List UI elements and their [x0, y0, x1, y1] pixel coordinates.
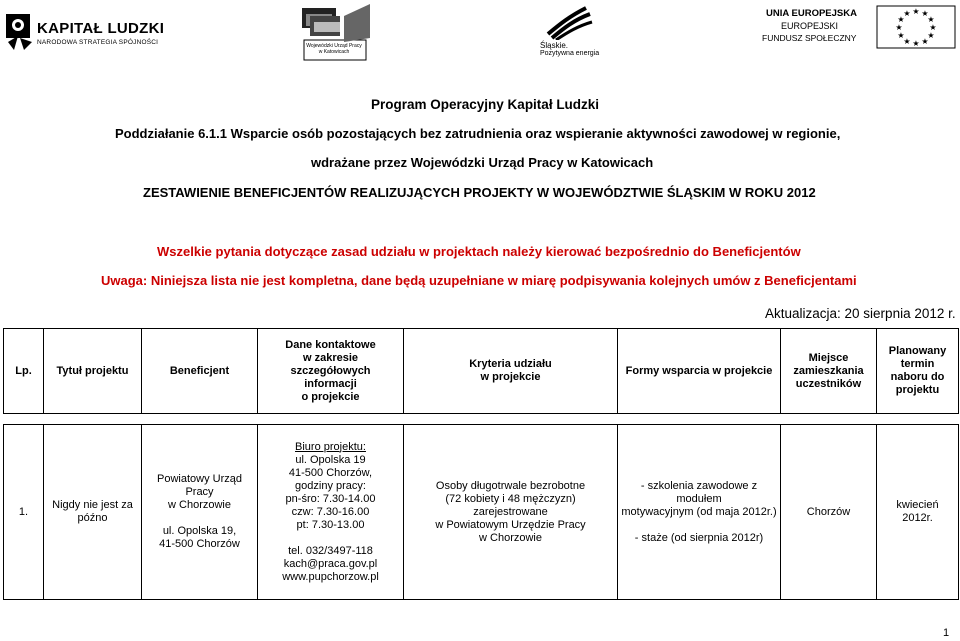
svg-text:★: ★ — [921, 9, 929, 18]
ue-line-2: EUROPEJSKI — [781, 21, 839, 31]
slaskie-emblem-icon — [530, 4, 610, 40]
cell-beneficjent-line: 41-500 Chorzów — [159, 538, 240, 550]
ue-line-1: UNIA EUROPEJSKA — [766, 8, 857, 19]
cell-miejsce: Chorzów — [781, 425, 877, 600]
kapital-ludzki-subtitle: NARODOWA STRATEGIA SPÓJNOŚCI — [37, 39, 159, 46]
cell-termin-line: kwiecień — [896, 499, 939, 511]
header-formy: Formy wsparcia w projekcie — [618, 329, 781, 414]
kapital-ludzki-emblem-icon — [4, 12, 34, 52]
svg-text:★: ★ — [912, 7, 920, 16]
header-tytul: Tytuł projektu — [44, 329, 142, 414]
cell-termin-line: 2012r. — [902, 512, 933, 524]
cell-kontakt-website[interactable]: www.pupchorzow.pl — [282, 570, 379, 583]
slaskie-tagline: Pozytywna energia — [540, 50, 600, 57]
header-termin-line: termin — [900, 358, 935, 370]
header-dane-line: szczegółowych — [290, 364, 371, 377]
cell-beneficjent-line: ul. Opolska 19, — [162, 525, 237, 537]
cell-lp: 1. — [4, 425, 44, 600]
eu-flag-icon — [876, 5, 956, 49]
cell-formy-line: - szkolenia zawodowe z modułem — [640, 479, 758, 505]
cell-kontakt-phone: tel. 032/3497-118 — [288, 544, 373, 557]
cell-kontakt-title: Biuro projektu: — [295, 440, 366, 453]
cell-beneficjent — [142, 425, 258, 600]
cell-kryteria-line: (72 kobiety i 48 mężczyzn) — [445, 492, 576, 505]
table-header-row — [4, 329, 959, 414]
svg-text:★: ★ — [895, 23, 903, 32]
table-row — [4, 425, 959, 600]
header-dane-line: w zakresie — [302, 351, 359, 364]
cell-kryteria-line: Osoby długotrwale bezrobotne — [435, 479, 586, 492]
cell-kryteria-line: w Powiatowym Urzędzie Pracy — [435, 518, 586, 531]
beneficiaries-table — [3, 328, 959, 600]
cell-beneficjent-line: Powiatowy Urząd — [157, 473, 242, 485]
svg-text:★: ★ — [912, 39, 920, 48]
program-title: Program Operacyjny Kapitał Ludzki — [371, 97, 600, 112]
header-kryteria-line: Kryteria udziału — [469, 358, 552, 370]
page-number: 1 — [943, 627, 950, 639]
header-dane-line: informacji — [304, 377, 357, 390]
header-kryteria-line: w projekcie — [480, 371, 541, 383]
header-dane-kontaktowe — [258, 329, 404, 414]
notice-incomplete: Uwaga: Niniejsza lista nie jest kompletna, dane będą uzupełniane w miarę podpisywania kolejnych umów z Beneficjentami — [101, 273, 857, 288]
header-beneficjent: Beneficjent — [142, 329, 258, 414]
header-miejsce-line: zamieszkania — [793, 364, 864, 377]
header-dane-line: o projekcie — [301, 390, 360, 403]
logo-bar — [0, 0, 960, 64]
cell-kryteria-line: w Chorzowie — [479, 531, 542, 544]
svg-text:★: ★ — [921, 37, 929, 46]
kapital-ludzki-title: KAPITAŁ LUDZKI — [37, 20, 165, 37]
cell-kryteria-line: zarejestrowane — [473, 505, 548, 518]
header-dane-line: Dane kontaktowe — [285, 338, 376, 351]
header-miejsce-line: Miejsce — [808, 351, 849, 364]
svg-text:★: ★ — [929, 23, 937, 32]
cell-formy — [618, 425, 781, 600]
cell-tytul-line: późno — [77, 512, 108, 524]
svg-text:★: ★ — [927, 15, 935, 24]
header-kryteria — [404, 329, 618, 414]
header-termin-line: naboru do — [890, 371, 945, 383]
cell-kryteria — [404, 425, 618, 600]
header-termin-line: Planowany — [888, 345, 947, 357]
ue-line-3: FUNDUSZ SPOŁECZNY — [762, 33, 857, 43]
header-miejsce-line: uczestników — [795, 377, 862, 390]
cell-formy-line: motywacyjnym (od maja 2012r.) — [621, 505, 777, 518]
notice-questions: Wszelkie pytania dotyczące zasad udziału w projektach należy kierować bezpośrednio do Beneficjentów — [157, 244, 801, 259]
wdrazane-line: wdrażane przez Wojewódzki Urząd Pracy w Katowicach — [311, 155, 654, 170]
cell-kontakt-line: pn-śro: 7.30-14.00 — [285, 492, 376, 505]
wup-caption: Wojewódzki Urząd Pracy w Katowicach — [306, 43, 362, 55]
table-spacer-row — [4, 414, 959, 425]
cell-kontakt-email[interactable]: kach@praca.gov.pl — [283, 557, 378, 570]
cell-kontakt-line: pt: 7.30-13.00 — [296, 518, 365, 531]
cell-kontakt — [258, 425, 404, 600]
header-lp: Lp. — [4, 329, 44, 414]
cell-kontakt-line: czw: 7.30-16.00 — [291, 505, 370, 518]
slaskie-logo — [530, 4, 610, 60]
cell-tytul — [44, 425, 142, 600]
kapital-ludzki-logo — [4, 12, 165, 52]
header-termin — [877, 329, 959, 414]
cell-termin — [877, 425, 959, 600]
svg-text:★: ★ — [903, 9, 911, 18]
svg-text:★: ★ — [897, 31, 905, 40]
header-miejsce — [781, 329, 877, 414]
poddzialanie-line: Poddziałanie 6.1.1 Wsparcie osób pozostających bez zatrudnienia oraz wspieranie aktywności zawodowej w regionie, — [115, 126, 841, 141]
cell-beneficjent-line: Pracy — [185, 486, 214, 498]
cell-kontakt-line: 41-500 Chorzów, — [288, 466, 373, 479]
cell-tytul-line: Nigdy nie jest za — [52, 499, 133, 511]
ue-logo — [756, 5, 960, 55]
cell-beneficjent-line: w Chorzowie — [168, 499, 231, 511]
slaskie-name: Śląskie. — [540, 41, 569, 50]
zestawienie-heading: ZESTAWIENIE BENEFICJENTÓW REALIZUJĄCYCH PROJEKTY W WOJEWÓDZTWIE ŚLĄSKIM W ROKU 2012 — [143, 185, 816, 200]
cell-kontakt-line: ul. Opolska 19 — [295, 453, 366, 466]
header-termin-line: projektu — [895, 384, 940, 396]
svg-text:★: ★ — [897, 15, 905, 24]
cell-formy-line: - staże (od sierpnia 2012r) — [634, 531, 764, 544]
wup-logo — [300, 2, 380, 62]
svg-text:★: ★ — [903, 37, 911, 46]
update-date: Aktualizacja: 20 sierpnia 2012 r. — [765, 306, 956, 321]
svg-text:★: ★ — [927, 31, 935, 40]
cell-kontakt-line: godziny pracy: — [295, 479, 366, 492]
